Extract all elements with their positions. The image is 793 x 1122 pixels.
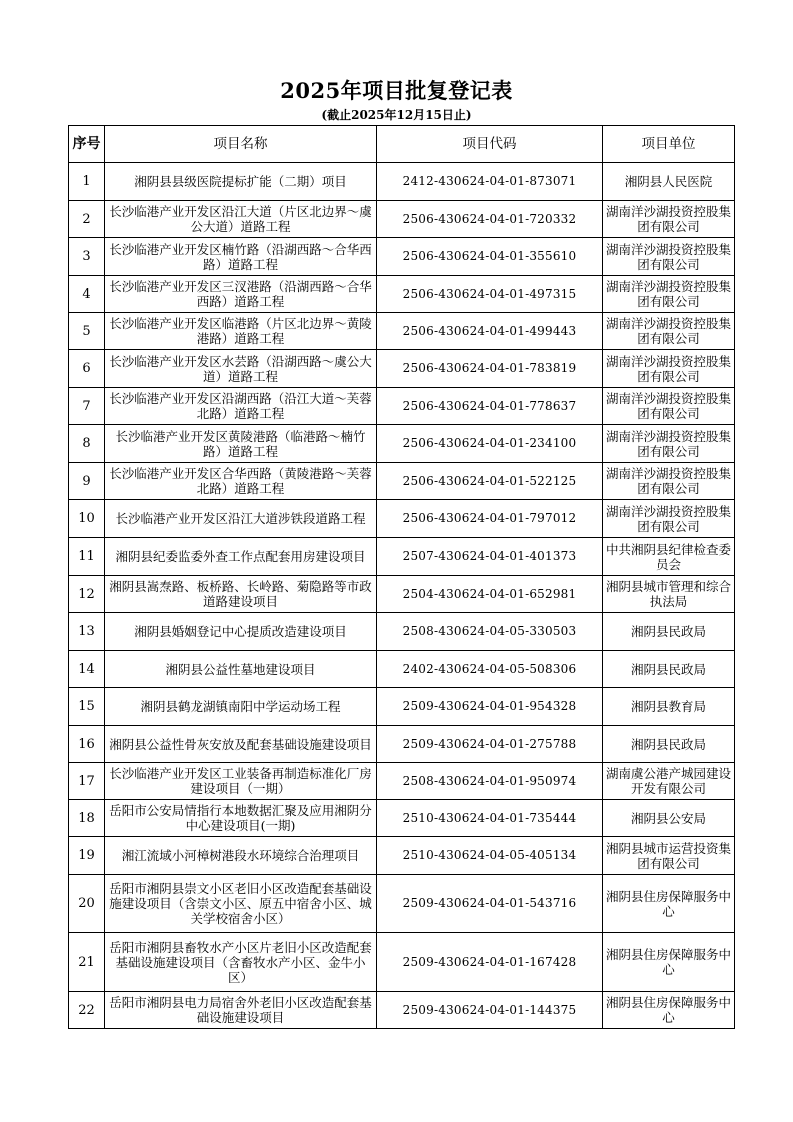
project-code-cell: 2510-430624-04-05-405134: [377, 837, 603, 875]
header-index: 序号: [69, 126, 105, 163]
project-unit-cell: 湖南洋沙湖投资控股集团有限公司: [603, 201, 735, 238]
table-row: [69, 763, 735, 800]
project-code-cell: 2508-430624-04-05-330503: [377, 613, 603, 651]
row-index: 7: [69, 388, 105, 425]
table-row: [69, 688, 735, 726]
project-name-cell: 长沙临港产业开发区临港路（片区北边界～黄陵港路）道路工程: [105, 313, 377, 350]
table-row: [69, 800, 735, 837]
project-unit-cell: 湘阴县民政局: [603, 651, 735, 688]
project-unit-cell: 中共湘阴县纪律检查委员会: [603, 538, 735, 576]
project-unit-cell: 湖南洋沙湖投资控股集团有限公司: [603, 238, 735, 276]
table-row: [69, 538, 735, 576]
project-approval-table: [68, 125, 735, 1029]
project-code-cell: 2509-430624-04-01-144375: [377, 992, 603, 1029]
project-unit-cell: 湘阴县住房保障服务中心: [603, 992, 735, 1029]
row-index: 3: [69, 238, 105, 276]
table-row: [69, 388, 735, 425]
project-unit-cell: 湖南洋沙湖投资控股集团有限公司: [603, 425, 735, 463]
project-code-cell: 2506-430624-04-01-783819: [377, 350, 603, 388]
row-index: 1: [69, 163, 105, 201]
table-row: [69, 238, 735, 276]
project-name-cell: 湘阴县婚姻登记中心提质改造建设项目: [105, 613, 377, 651]
row-index: 16: [69, 726, 105, 763]
project-name-cell: 长沙临港产业开发区水芸路（沿湖西路～虞公大道）道路工程: [105, 350, 377, 388]
table-row: [69, 163, 735, 201]
project-name-cell: 岳阳市湘阴县崇文小区老旧小区改造配套基础设施建设项目（含崇文小区、原五中宿舍小区、城关学校宿舍小区）: [105, 875, 377, 933]
table-header-row: [69, 126, 735, 163]
row-index: 5: [69, 313, 105, 350]
row-index: 19: [69, 837, 105, 875]
project-unit-cell: 湖南洋沙湖投资控股集团有限公司: [603, 350, 735, 388]
project-unit-cell: 湘阴县城市管理和综合执法局: [603, 576, 735, 613]
project-code-cell: 2506-430624-04-01-355610: [377, 238, 603, 276]
row-index: 8: [69, 425, 105, 463]
table-row: [69, 837, 735, 875]
table-row: [69, 201, 735, 238]
project-name-cell: 湘阴县公益性骨灰安放及配套基础设施建设项目: [105, 726, 377, 763]
project-code-cell: 2507-430624-04-01-401373: [377, 538, 603, 576]
row-index: 14: [69, 651, 105, 688]
project-unit-cell: 湖南虞公港产城园建设开发有限公司: [603, 763, 735, 800]
row-index: 12: [69, 576, 105, 613]
table-row: [69, 651, 735, 688]
document-subtitle: (截止2025年12月15日止): [321, 108, 472, 122]
project-name-cell: 湘阴县县级医院提标扩能（二期）项目: [105, 163, 377, 201]
project-unit-cell: 湖南洋沙湖投资控股集团有限公司: [603, 276, 735, 313]
row-index: 6: [69, 350, 105, 388]
table-row: [69, 576, 735, 613]
project-name-cell: 长沙临港产业开发区沿江大道（片区北边界～虞公大道）道路工程: [105, 201, 377, 238]
row-index: 11: [69, 538, 105, 576]
row-index: 22: [69, 992, 105, 1029]
project-code-cell: 2506-430624-04-01-778637: [377, 388, 603, 425]
table-row: [69, 726, 735, 763]
header-project-unit: 项目单位: [603, 126, 735, 163]
table-row: [69, 500, 735, 538]
project-unit-cell: 湖南洋沙湖投资控股集团有限公司: [603, 313, 735, 350]
table-row: [69, 613, 735, 651]
header-project-code: 项目代码: [377, 126, 603, 163]
project-unit-cell: 湘阴县民政局: [603, 613, 735, 651]
row-index: 4: [69, 276, 105, 313]
project-unit-cell: 湘阴县公安局: [603, 800, 735, 837]
row-index: 2: [69, 201, 105, 238]
project-unit-cell: 湘阴县教育局: [603, 688, 735, 726]
project-code-cell: 2506-430624-04-01-797012: [377, 500, 603, 538]
project-code-cell: 2506-430624-04-01-497315: [377, 276, 603, 313]
table-row: [69, 313, 735, 350]
project-unit-cell: 湘阴县城市运营投资集团有限公司: [603, 837, 735, 875]
table-row: [69, 992, 735, 1029]
project-name-cell: 湘阴县公益性墓地建设项目: [105, 651, 377, 688]
project-unit-cell: 湘阴县住房保障服务中心: [603, 875, 735, 933]
project-code-cell: 2506-430624-04-01-234100: [377, 425, 603, 463]
project-name-cell: 长沙临港产业开发区合华西路（黄陵港路～芙蓉北路）道路工程: [105, 463, 377, 500]
project-unit-cell: 湘阴县人民医院: [603, 163, 735, 201]
document-title: 2025年项目批复登记表: [280, 78, 513, 103]
project-name-cell: 岳阳市公安局情指行本地数据汇聚及应用湘阴分中心建设项目(一期): [105, 800, 377, 837]
header-project-name: 项目名称: [105, 126, 377, 163]
project-code-cell: 2504-430624-04-01-652981: [377, 576, 603, 613]
project-unit-cell: 湖南洋沙湖投资控股集团有限公司: [603, 500, 735, 538]
table-row: [69, 875, 735, 933]
row-index: 17: [69, 763, 105, 800]
row-index: 9: [69, 463, 105, 500]
project-code-cell: 2509-430624-04-01-543716: [377, 875, 603, 933]
project-name-cell: 长沙临港产业开发区楠竹路（沿湖西路～合华西路）道路工程: [105, 238, 377, 276]
project-code-cell: 2509-430624-04-01-167428: [377, 933, 603, 992]
row-index: 15: [69, 688, 105, 726]
project-code-cell: 2509-430624-04-01-275788: [377, 726, 603, 763]
project-code-cell: 2509-430624-04-01-954328: [377, 688, 603, 726]
row-index: 20: [69, 875, 105, 933]
project-name-cell: 长沙临港产业开发区沿江大道涉铁段道路工程: [105, 500, 377, 538]
row-index: 10: [69, 500, 105, 538]
project-name-cell: 长沙临港产业开发区沿湖西路（沿江大道～芙蓉北路）道路工程: [105, 388, 377, 425]
project-unit-cell: 湘阴县住房保障服务中心: [603, 933, 735, 992]
project-code-cell: 2506-430624-04-01-720332: [377, 201, 603, 238]
project-name-cell: 岳阳市湘阴县畜牧水产小区片老旧小区改造配套基础设施建设项目（含畜牧水产小区、金牛小区）: [105, 933, 377, 992]
table-row: [69, 463, 735, 500]
project-name-cell: 岳阳市湘阴县电力局宿舍外老旧小区改造配套基础设施建设项目: [105, 992, 377, 1029]
project-unit-cell: 湘阴县民政局: [603, 726, 735, 763]
project-code-cell: 2506-430624-04-01-522125: [377, 463, 603, 500]
table-row: [69, 425, 735, 463]
table-row: [69, 276, 735, 313]
project-name-cell: 湘阴县纪委监委外查工作点配套用房建设项目: [105, 538, 377, 576]
project-name-cell: 湘江流域小河樟树港段水环境综合治理项目: [105, 837, 377, 875]
project-unit-cell: 湖南洋沙湖投资控股集团有限公司: [603, 463, 735, 500]
project-name-cell: 长沙临港产业开发区工业装备再制造标准化厂房建设项目（一期）: [105, 763, 377, 800]
row-index: 21: [69, 933, 105, 992]
project-code-cell: 2508-430624-04-01-950974: [377, 763, 603, 800]
table-row: [69, 350, 735, 388]
project-name-cell: 湘阴县鹤龙湖镇南阳中学运动场工程: [105, 688, 377, 726]
project-code-cell: 2510-430624-04-01-735444: [377, 800, 603, 837]
project-code-cell: 2412-430624-04-01-873071: [377, 163, 603, 201]
project-code-cell: 2402-430624-04-05-508306: [377, 651, 603, 688]
table-row: [69, 933, 735, 992]
project-unit-cell: 湖南洋沙湖投资控股集团有限公司: [603, 388, 735, 425]
project-name-cell: 长沙临港产业开发区三汊港路（沿湖西路～合华西路）道路工程: [105, 276, 377, 313]
row-index: 13: [69, 613, 105, 651]
project-name-cell: 长沙临港产业开发区黄陵港路（临港路～楠竹路）道路工程: [105, 425, 377, 463]
project-code-cell: 2506-430624-04-01-499443: [377, 313, 603, 350]
row-index: 18: [69, 800, 105, 837]
project-name-cell: 湘阴县嵩焘路、板桥路、长岭路、菊隐路等市政道路建设项目: [105, 576, 377, 613]
